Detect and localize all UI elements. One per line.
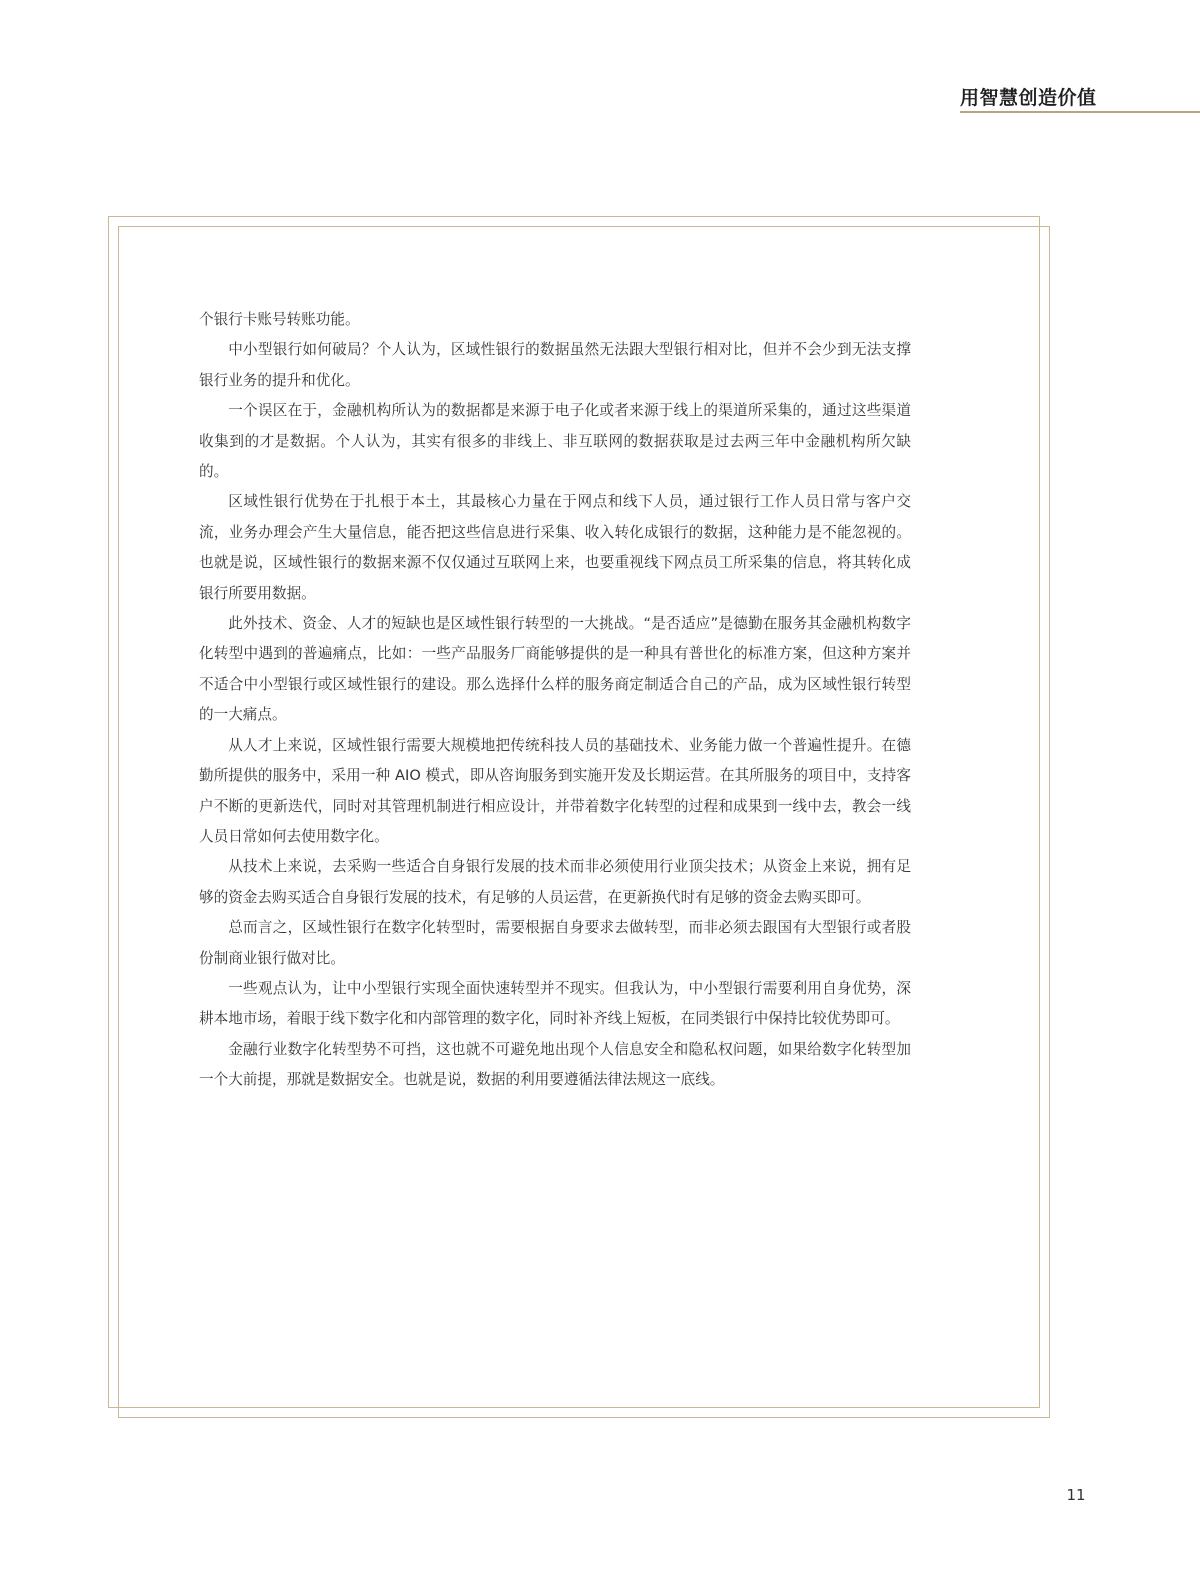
paragraph: 个银行卡账号转账功能。 [199,311,360,328]
article-body [199,305,911,1096]
paragraph: 从人才上来说，区域性银行需要大规模地把传统科技人员的基础技术、业务能力做一个普遍性提升。在德勤所提供的服务中，采用一种 AIO 模式，即从咨询服务到实施开发及长期运营。在其所服务的项目中，支持客户不断的更新迭代，同时对其管理机制进行相应设计，并带着数字化转型的过程和成果到一线中去，教会一线人员日常如何去使用数字化。 [199,736,911,845]
paragraph: 此外技术、资金、人才的短缺也是区域性银行转型的一大挑战。“是否适应”是德勤在服务其金融机构数字化转型中遇到的普遍痛点，比如：一些产品服务厂商能够提供的是一种具有普世化的标准方案，但这种方案并不适合中小型银行或区域性银行的建设。那么选择什么样的服务商定制适合自己的产品，成为区域性银行转型的一大痛点。 [199,615,911,724]
paragraph: 一些观点认为，让中小型银行实现全面快速转型并不现实。但我认为，中小型银行需要利用自身优势，深耕本地市场，着眼于线下数字化和内部管理的数字化，同时补齐线上短板，在同类银行中保持比较优势即可。 [199,979,911,1028]
paragraph: 一个误区在于，金融机构所认为的数据都是来源于电子化或者来源于线上的渠道所采集的，通过这些渠道收集到的才是数据。个人认为，其实有很多的非线上、非互联网的数据获取是过去两三年中金融机构所欠缺的。 [199,402,911,481]
paragraph: 从技术上来说，去采购一些适合自身银行发展的技术而非必须使用行业顶尖技术；从资金上来说，拥有足够的资金去购买适合自身银行发展的技术，有足够的人员运营，在更新换代时有足够的资金去购买即可。 [199,858,911,906]
header-title: 用智慧创造价值 [960,87,1097,109]
paragraph: 总而言之，区域性银行在数字化转型时，需要根据自身要求去做转型，而非必须去跟国有大型银行或者股份制商业银行做对比。 [199,919,911,967]
paragraph: 金融行业数字化转型势不可挡，这也就不可避免地出现个人信息安全和隐私权问题，如果给数字化转型加一个大前提，那就是数据安全。也就是说，数据的利用要遵循法律法规这一底线。 [199,1040,911,1089]
paragraph: 中小型银行如何破局？个人认为，区域性银行的数据虽然无法跟大型银行相对比，但并不会少到无法支撑银行业务的提升和优化。 [199,341,911,389]
page-number: 11 [1066,1486,1086,1504]
header-rule [960,111,1200,113]
paragraph: 区域性银行优势在于扎根于本土，其最核心力量在于网点和线下人员，通过银行工作人员日常与客户交流，业务办理会产生大量信息，能否把这些信息进行采集、收入转化成银行的数据，这种能力是不能忽视的。也就是说，区域性银行的数据来源不仅仅通过互联网上来，也要重视线下网点员工所采集的信息，将其转化成银行所要用数据。 [199,493,911,602]
